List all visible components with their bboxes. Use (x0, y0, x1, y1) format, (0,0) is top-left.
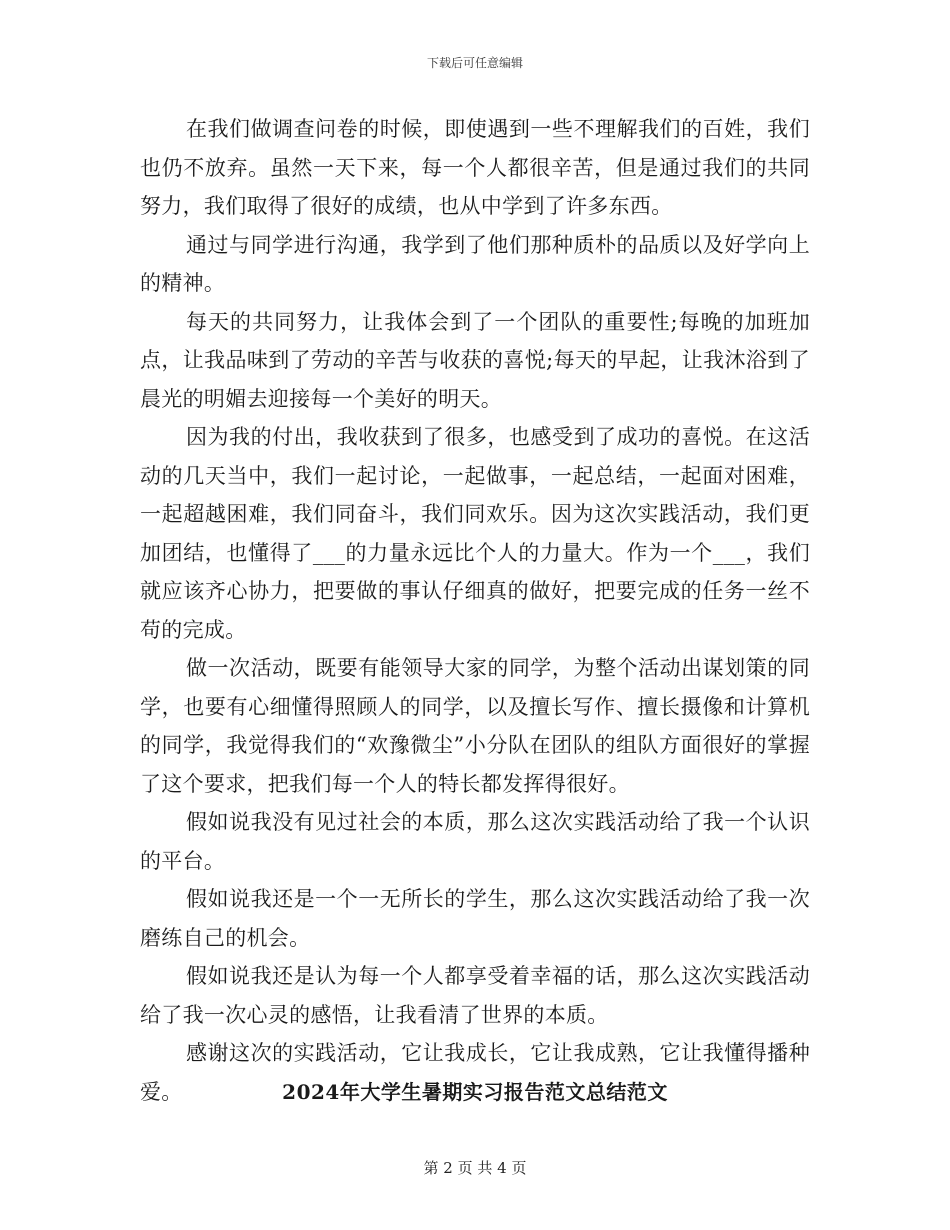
paragraph-communication: 通过与同学进行沟通，我学到了他们那种质朴的品质以及好学向上的精神。 (140, 232, 810, 295)
paragraph-harvest: 因为我的付出，我收获到了很多，也感受到了成功的喜悦。在这活动的几天当中，我们一起讨论，一起做事，一起总结，一起面对困难，一起超越困难，我们同奋斗，我们同欢乐。因为这次实践活动，我们更加团结，也懂得了___的力量永远比个人的力量大。作为一个___，我们就应该齐心协力，把要做的事认仔细真的做好，把要完成的任务一丝不苟的完成。 (140, 425, 810, 642)
paragraph-training: 假如说我还是一个一无所长的学生，那么这次实践活动给了我一次磨练自己的机会。 (140, 887, 810, 950)
page-header: 下载后可任意编辑 (426, 56, 523, 70)
section-title: 2024年大学生暑期实习报告范文总结范文 (282, 1080, 668, 1104)
paragraph-team-roles: 做一次活动，既要有能领导大家的同学，为整个活动出谋划策的同学，也要有心细懂得照顾人的同学，以及擅长写作、擅长摄像和计算机的同学，我觉得我们的“欢豫微尘”小分队在团队的组队方面很好的掌握了这个要求，把我们每一个人的特长都发挥得很好。 (140, 656, 810, 796)
document-body (140, 110, 810, 1111)
page-number: 第 2 页 共 4 页 (423, 1159, 527, 1177)
paragraph-survey: 在我们做调查问卷的时候，即使遇到一些不理解我们的百姓，我们也仍不放弃。虽然一天下来，每一个人都很辛苦，但是通过我们的共同努力，我们取得了很好的成绩，也从中学到了许多东西。 (140, 117, 810, 218)
paragraph-thanks: 感谢这次的实践活动，它让我成长，它让我成熟，它让我懂得播种爱。 (140, 1041, 810, 1104)
paragraph-teamwork: 每天的共同努力，让我体会到了一个团队的重要性;每晚的加班加点，让我品味到了劳动的辛苦与收获的喜悦;每天的早起，让我沐浴到了晨光的明媚去迎接每一个美好的明天。 (140, 309, 810, 411)
paragraph-society: 假如说我没有见过社会的本质，那么这次实践活动给了我一个认识的平台。 (140, 810, 810, 873)
paragraph-insight: 假如说我还是认为每一个人都享受着幸福的话，那么这次实践活动给了我一次心灵的感悟，让我看清了世界的本质。 (140, 964, 810, 1027)
